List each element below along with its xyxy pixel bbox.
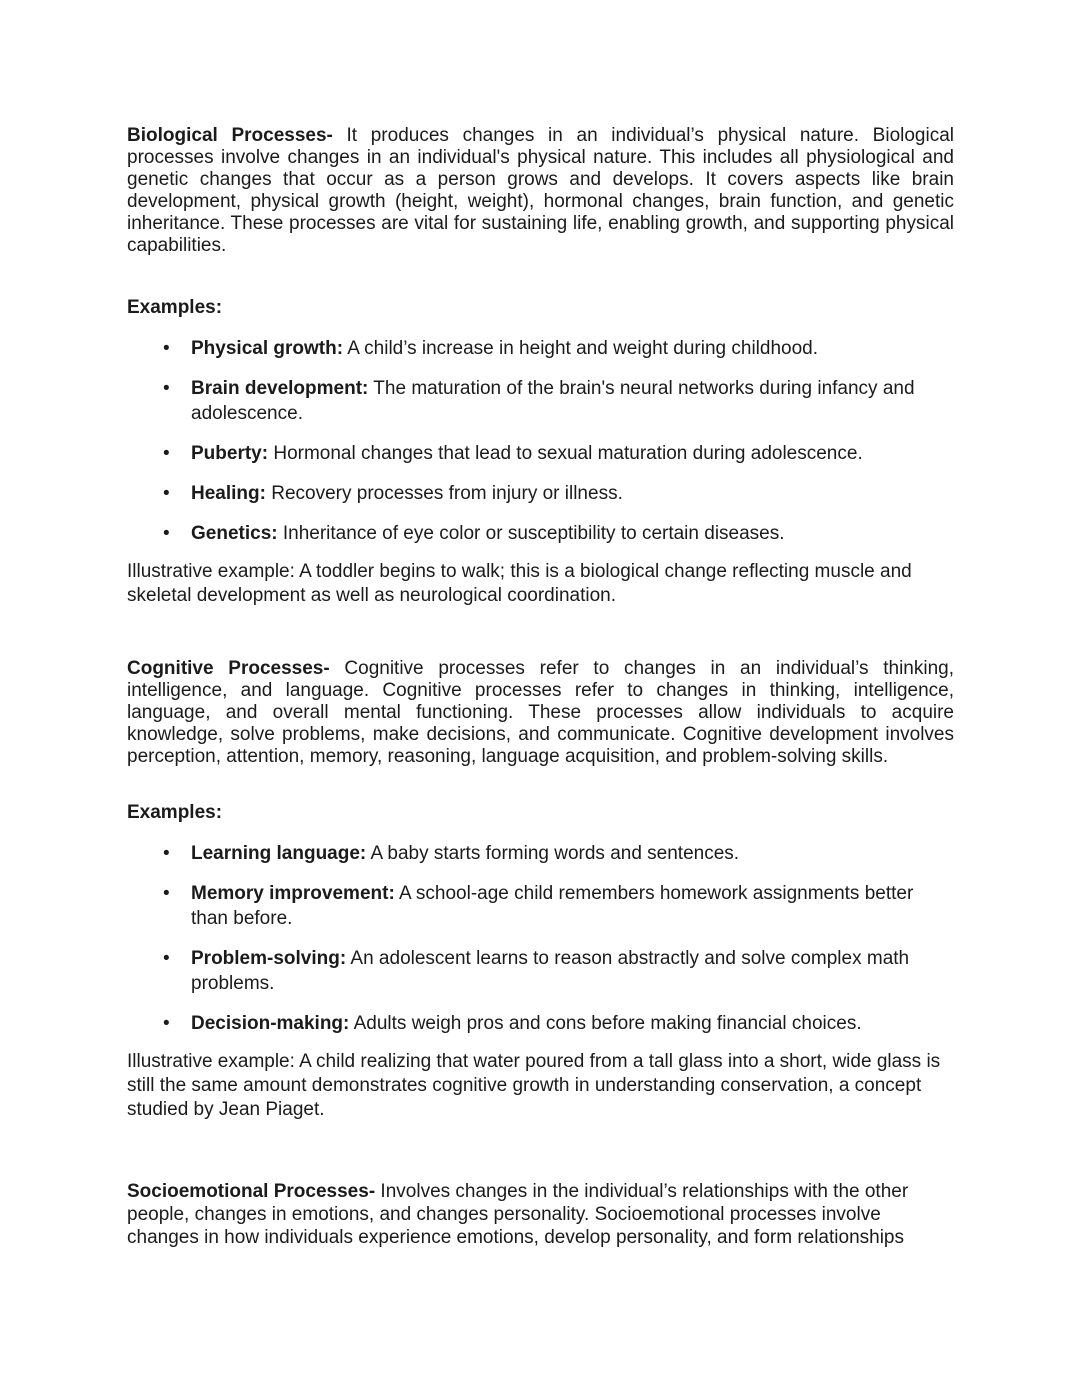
socioemotional-intro-paragraph: [127, 1180, 954, 1249]
biological-examples-list: [127, 336, 954, 546]
bullet-term: Healing:: [191, 483, 266, 504]
bullet-term: Brain development:: [191, 378, 369, 399]
section-socioemotional-processes: [127, 1180, 954, 1249]
bullet-term: Puberty:: [191, 443, 269, 464]
cognitive-examples-label: Examples:: [127, 802, 223, 823]
cognitive-heading-lead: Cognitive Processes-: [127, 658, 330, 679]
biological-examples-label: Examples:: [127, 297, 223, 318]
bullet-text: An adolescent learns to reason abstractly and solve complex math problems.: [191, 948, 910, 994]
biological-intro-text: It produces changes in an individual’s physical nature. Biological processes involve changes in an individual's physical nature. This includes all physiological and genetic changes that occur as a person grows and develops. It covers aspects like brain development, physical growth (height, weight), hormonal changes, brain function, and genetic inheritance. These processes are vital for sustaining life, enabling growth, and supporting physical capabilities.: [127, 125, 955, 256]
biological-intro-paragraph: [127, 125, 954, 257]
list-item: [191, 521, 954, 546]
bullet-text: A child’s increase in height and weight during childhood.: [343, 338, 819, 359]
list-item: [191, 946, 954, 996]
bullet-term: Physical growth:: [191, 338, 344, 359]
list-item: [191, 841, 954, 866]
bullet-text: Recovery processes from injury or illness.: [265, 483, 623, 504]
section-cognitive-processes: [127, 658, 954, 1122]
socioemotional-heading-lead: Socioemotional Processes-: [127, 1181, 376, 1202]
bullet-text: A school-age child remembers homework assignments better than before.: [191, 883, 914, 929]
socioemotional-intro-text: Involves changes in the individual’s relationships with the other people, changes in emotions, and changes personality. Socioemotional processes involve changes in how individuals experience emotions, develop personality, and form relationships: [127, 1181, 909, 1248]
cognitive-intro-paragraph: [127, 658, 954, 768]
bullet-term: Problem-solving:: [191, 948, 347, 969]
list-item: [191, 481, 954, 506]
list-item: [191, 1011, 954, 1036]
bullet-text: A baby starts forming words and sentences.: [366, 843, 740, 864]
bullet-term: Decision-making:: [191, 1013, 350, 1034]
bullet-text: Hormonal changes that lead to sexual maturation during adolescence.: [268, 443, 863, 464]
bullet-term: Learning language:: [191, 843, 367, 864]
list-item: [191, 376, 954, 426]
section-biological-processes: [127, 125, 954, 608]
list-item: [191, 441, 954, 466]
bullet-term: Genetics:: [191, 523, 278, 544]
cognitive-examples-list: [127, 841, 954, 1036]
bullet-text: Adults weigh pros and cons before making financial choices.: [349, 1013, 862, 1034]
bullet-text: Inheritance of eye color or susceptibility to certain diseases.: [277, 523, 785, 544]
bullet-text: The maturation of the brain's neural networks during infancy and adolescence.: [191, 378, 915, 424]
list-item: [191, 881, 954, 931]
bullet-term: Memory improvement:: [191, 883, 395, 904]
list-item: [191, 336, 954, 361]
biological-illustrative-example: Illustrative example: A toddler begins to walk; this is a biological change reflecting muscle and skeletal development as well as neurological coordination.: [127, 561, 912, 606]
biological-heading-lead: Biological Processes-: [127, 125, 333, 146]
cognitive-intro-text: Cognitive processes refer to changes in an individual’s thinking, intelligence, and language. Cognitive processes refer to changes in thinking, intelligence, language, and overall mental functioning. These processes allow individuals to acquire knowledge, solve problems, make decisions, and communicate. Cognitive development involves perception, attention, memory, reasoning, language acquisition, and problem-solving skills.: [127, 658, 954, 767]
cognitive-illustrative-example: Illustrative example: A child realizing that water poured from a tall glass into a short, wide glass is still the same amount demonstrates cognitive growth in understanding conservation, a concept studied by Jean Piaget.: [127, 1051, 941, 1120]
